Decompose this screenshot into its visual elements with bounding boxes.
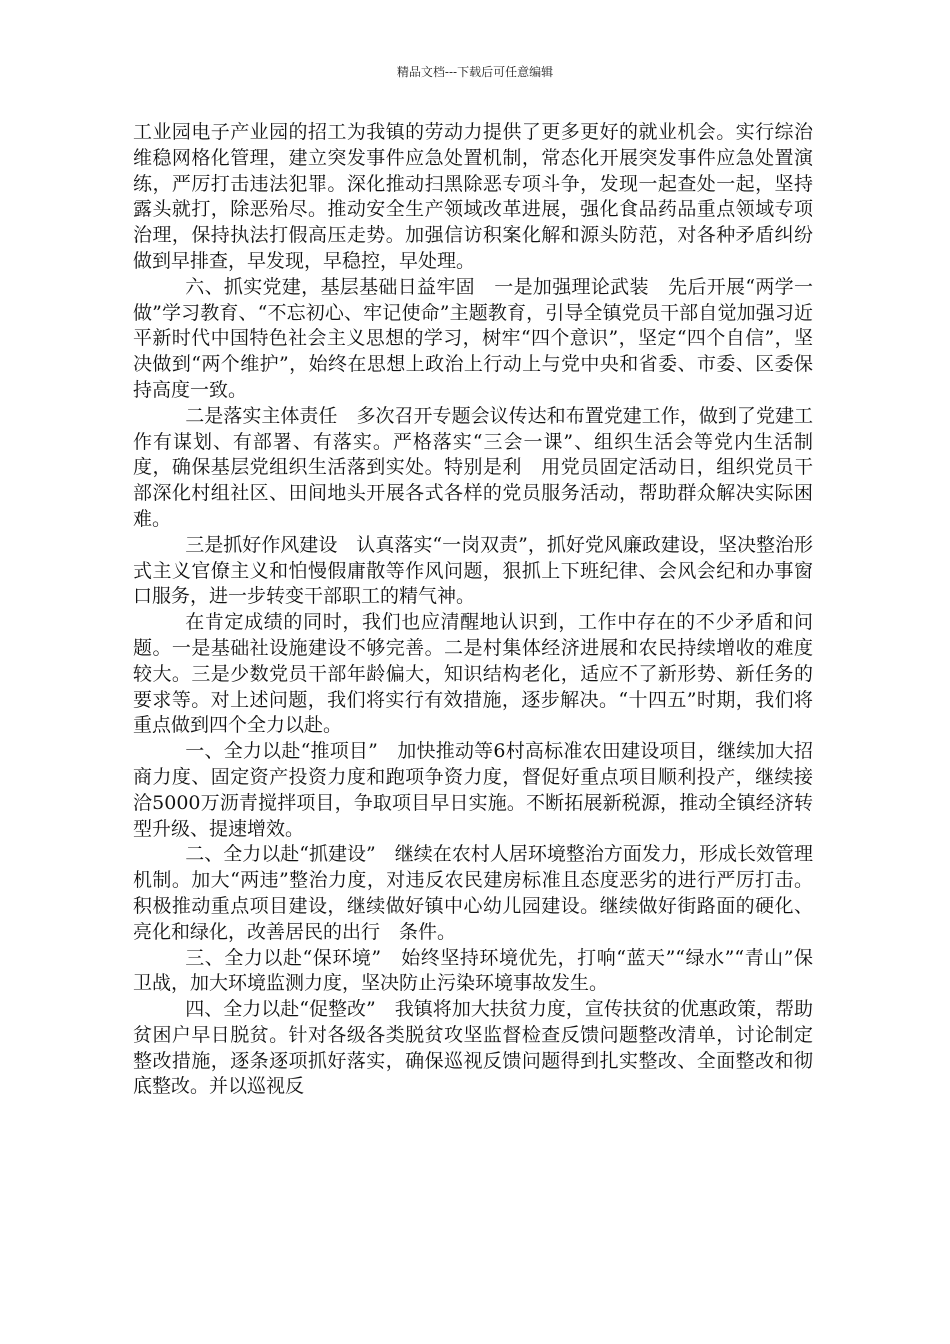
paragraph: 二是落实主体责任 多次召开专题会议传达和布置党建工作，做到了党建工作有谋划、有部署、有落实。严格落实“三会一课”、组织生活会等党内生活制度，确保基层党组织生活落到实处。特别是利 用党员固定活动日，组织党员干部深化村组社区、田间地头开展各式各样的党员服务活动，帮助群众解决实际困难。 — [133, 404, 813, 530]
paragraph: 三、全力以赴“保环境” 始终坚持环境优先，打响“蓝天”“绿水”“青山”保卫战，加大环境监测力度，坚决防止污染环境事故发生。 — [133, 946, 813, 995]
paragraph: 一、全力以赴“推项目” 加快推动等6村高标准农田建设项目，继续加大招商力度、固定资产投资力度和跑项争资力度，督促好重点项目顺利投产，继续接洽5000万沥青搅拌项目，争取项目早日实施。不断拓展新税源，推动全镇经济转型升级、提速增效。 — [133, 740, 813, 840]
paragraph: 六、抓实党建，基层基础日益牢固 一是加强理论武装 先后开展“两学一做”学习教育、“不忘初心、牢记使命”主题教育，引导全镇党员干部自觉加强习近平新时代中国特色社会主义思想的学习，树牢“四个意识”，坚定“四个自信”，坚决做到“两个维护”，始终在思想上政治上行动上与党中央和省委、市委、区委保持高度一致。 — [133, 275, 813, 401]
page-header: 精品文档---下载后可任意编辑 — [396, 65, 554, 79]
paragraph: 二、全力以赴“抓建设” 继续在农村人居环境整治方面发力，形成长效管理机制。加大“两违”整治力度，对违反农民建房标准且态度恶劣的进行严厉打击。积极推动重点项目建设，继续做好镇中心幼儿园建设。继续做好街路面的硬化、亮化和绿化，改善居民的出行 条件。 — [133, 843, 813, 943]
paragraph: 三是抓好作风建设 认真落实“一岗双责”，抓好党风廉政建设，坚决整治形式主义官僚主义和怕慢假庸散等作风问题，狠抓上下班纪律、会风会纪和办事窗口服务，进一步转变干部职工的精气神。 — [133, 533, 813, 608]
paragraph: 工业园电子产业园的招工为我镇的劳动力提供了更多更好的就业机会。实行综治维稳网格化管理，建立突发事件应急处置机制，常态化开展突发事件应急处置演练，严厉打击违法犯罪。深化推动扫黑除恶专项斗争，发现一起查处一起，坚持露头就打，除恶殆尽。推动安全生产领域改革进展，强化食品药品重点领域专项治理，保持执法打假高压走势。加强信访积案化解和源头防范，对各种矛盾纠纷做到早排查，早发现，早稳控，早处理。 — [133, 121, 813, 272]
paragraph: 在肯定成绩的同时，我们也应清醒地认识到，工作中存在的不少矛盾和问题。一是基础社设施建设不够完善。二是村集体经济进展和农民持续增收的难度较大。三是少数党员干部年龄偏大，知识结构老化，适应不了新形势、新任务的要求等。对上述问题，我们将实行有效措施，逐步解决。“十四五”时期，我们将重点做到四个全力以赴。 — [133, 611, 813, 737]
document-body — [133, 120, 813, 1100]
paragraph: 四、全力以赴“促整改” 我镇将加大扶贫力度，宣传扶贫的优惠政策，帮助贫困户早日脱贫。针对各级各类脱贫攻坚监督检查反馈问题整改清单，讨论制定整改措施，逐条逐项抓好落实，确保巡视反馈问题得到扎实整改、全面整改和彻底整改。并以巡视反 — [133, 998, 813, 1098]
